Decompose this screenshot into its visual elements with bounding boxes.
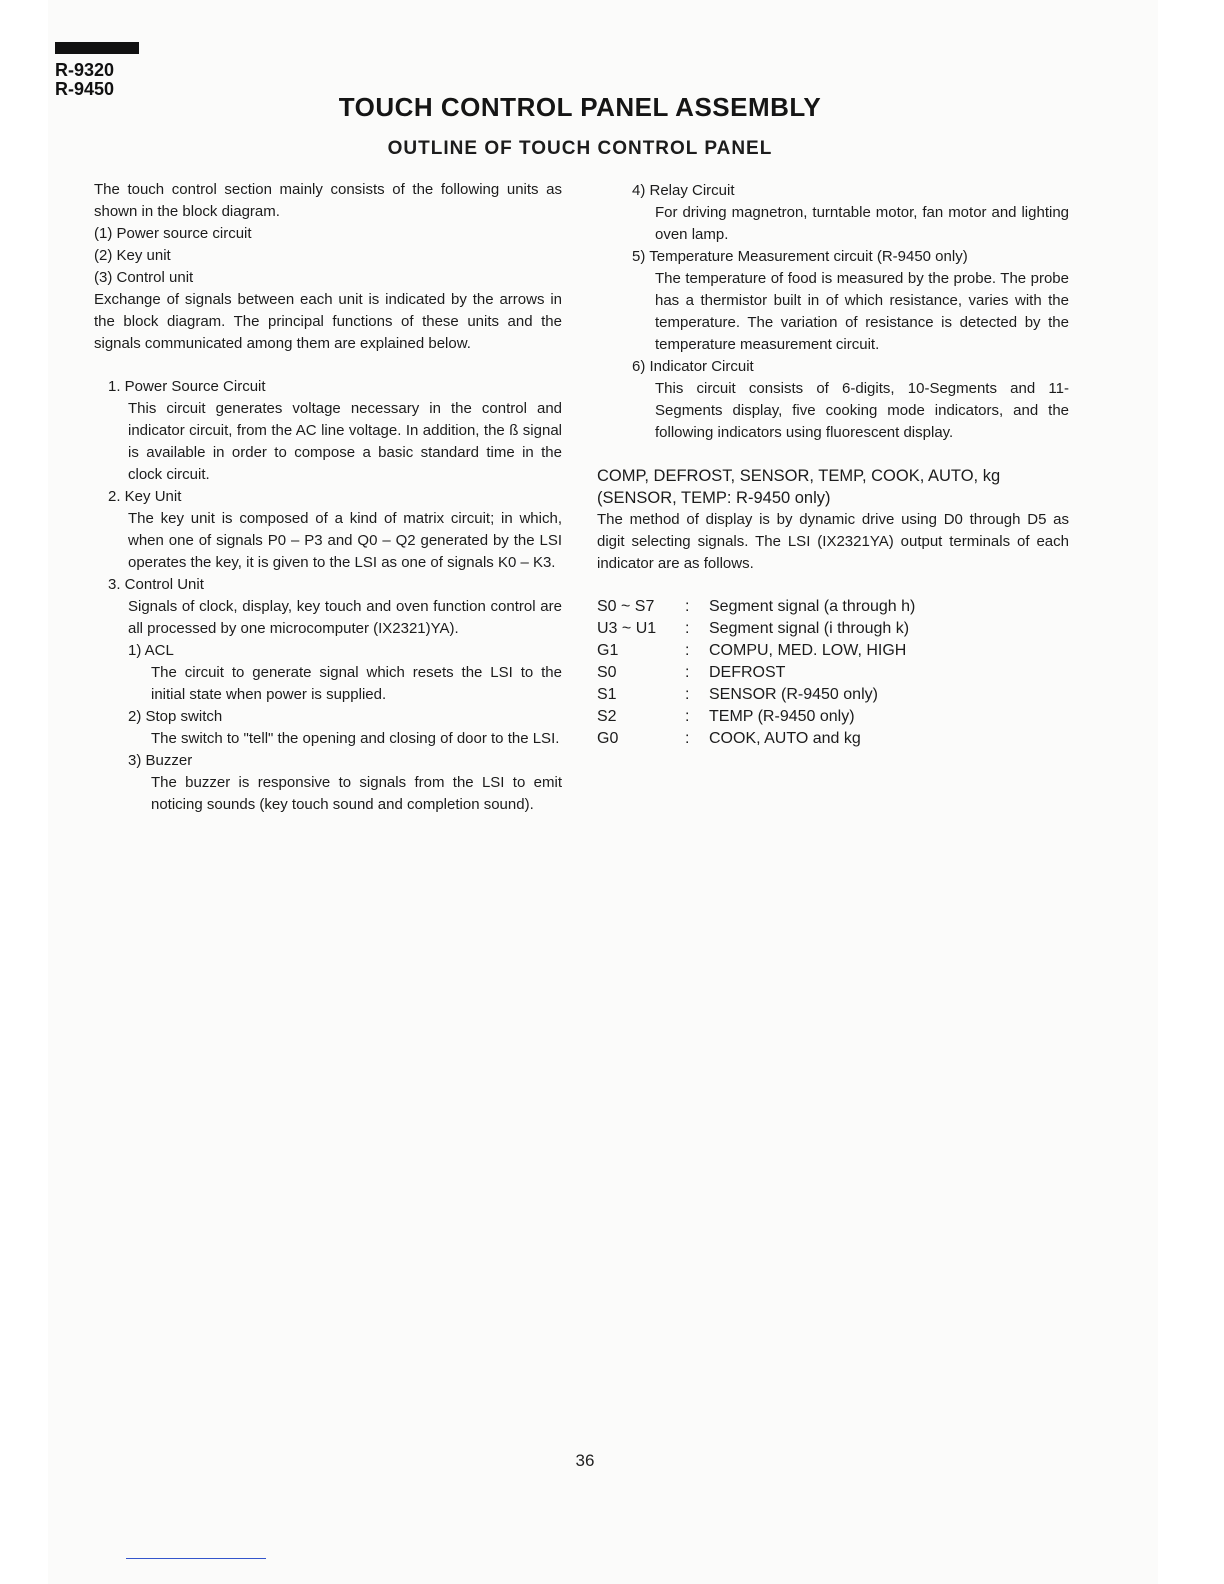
temp-measure-title: 5) Temperature Measurement circuit (R-9450 only) bbox=[632, 248, 968, 265]
table-row bbox=[597, 640, 915, 662]
relay-body: For driving magnetron, turntable motor, fan motor and lighting oven lamp. bbox=[655, 204, 1069, 243]
left-column bbox=[94, 179, 562, 816]
page-title: TOUCH CONTROL PANEL ASSEMBLY bbox=[338, 92, 822, 122]
signal-term: G1 bbox=[597, 642, 619, 659]
indicator-list: COMP, DEFROST, SENSOR, TEMP, COOK, AUTO, kg bbox=[597, 467, 1001, 485]
table-row bbox=[597, 596, 915, 618]
signal-term: S0 bbox=[597, 664, 617, 681]
section-3-body: Signals of clock, display, key touch and oven function control are all processed by one microcomputer (IX2321)YA). bbox=[128, 598, 562, 637]
table-row bbox=[597, 662, 915, 684]
display-method-paragraph: The method of display is by dynamic drive using D0 through D5 as digit selecting signals. The LSI (IX2321YA) output terminals of each indicator are as follows. bbox=[597, 511, 1069, 572]
signal-description: Segment signal (i through k) bbox=[709, 620, 910, 637]
page-subtitle: OUTLINE OF TOUCH CONTROL PANEL bbox=[387, 138, 773, 159]
relay-title: 4) Relay Circuit bbox=[632, 182, 735, 199]
model-number-2: R-9450 bbox=[55, 79, 115, 99]
signal-separator: : bbox=[685, 642, 690, 659]
signal-term: G0 bbox=[597, 730, 619, 747]
signal-separator: : bbox=[685, 664, 690, 681]
signal-description: COMPU, MED. LOW, HIGH bbox=[709, 642, 907, 659]
right-column bbox=[597, 180, 1069, 750]
exchange-paragraph: Exchange of signals between each unit is indicated by the arrows in the block diagram. The principal functions of these units and the signals communicated among them are explained below. bbox=[94, 291, 562, 352]
page-number: 36 bbox=[575, 1451, 595, 1470]
signal-table bbox=[597, 596, 915, 750]
signal-separator: : bbox=[685, 730, 690, 747]
signal-description: SENSOR (R-9450 only) bbox=[709, 686, 878, 703]
section-1-title: 1. Power Source Circuit bbox=[108, 378, 266, 395]
indicator-body: This circuit consists of 6-digits, 10-Segments and 11-Segments display, five cooking mode indicators, and the following indicators using fluorescent display. bbox=[655, 380, 1069, 441]
section-1-body: This circuit generates voltage necessary in the control and indicator circuit, from the AC line voltage. In addition, the ß signal is available in order to compose a basic standard time in the clock circuit. bbox=[128, 400, 562, 483]
signal-separator: : bbox=[685, 686, 690, 703]
header-bar bbox=[55, 42, 139, 54]
signal-description: TEMP (R-9450 only) bbox=[709, 708, 855, 725]
signal-separator: : bbox=[685, 708, 690, 725]
table-row bbox=[597, 684, 915, 706]
stop-switch-body: The switch to "tell" the opening and closing of door to the LSI. bbox=[151, 730, 560, 747]
signal-separator: : bbox=[685, 598, 690, 615]
stop-switch-title: 2) Stop switch bbox=[128, 708, 223, 725]
unit-item-2: (2) Key unit bbox=[94, 247, 171, 264]
table-row bbox=[597, 706, 915, 728]
temp-measure-body: The temperature of food is measured by the probe. The probe has a thermistor built in of which resistance, varies with the temperature. The variation of resistance is detected by the temperature measurement circuit. bbox=[655, 270, 1069, 353]
signal-description: COOK, AUTO and kg bbox=[709, 730, 861, 747]
signal-term: S1 bbox=[597, 686, 617, 703]
signal-term: U3 ~ U1 bbox=[597, 620, 657, 637]
acl-body: The circuit to generate signal which resets the LSI to the initial state when power is supplied. bbox=[151, 664, 562, 703]
table-row bbox=[597, 728, 915, 750]
section-2-body: The key unit is composed of a kind of matrix circuit; in which, when one of signals P0 – P3 and Q0 – Q2 generated by the LSI operates the key, it is given to the LSI as one of signals K0 – K3. bbox=[128, 510, 562, 571]
signal-description: Segment signal (a through h) bbox=[709, 598, 916, 615]
signal-description: DEFROST bbox=[709, 664, 786, 681]
section-2-title: 2. Key Unit bbox=[108, 488, 182, 505]
unit-item-1: (1) Power source circuit bbox=[94, 225, 252, 242]
acl-title: 1) ACL bbox=[128, 642, 174, 659]
buzzer-title: 3) Buzzer bbox=[128, 752, 193, 769]
signal-separator: : bbox=[685, 620, 690, 637]
indicator-title: 6) Indicator Circuit bbox=[632, 358, 754, 375]
buzzer-body: The buzzer is responsive to signals from the LSI to emit noticing sounds (key touch sound and completion sound). bbox=[151, 774, 562, 813]
signal-term: S2 bbox=[597, 708, 617, 725]
footer-rule bbox=[126, 1558, 266, 1559]
unit-item-3: (3) Control unit bbox=[94, 269, 194, 286]
model-number-1: R-9320 bbox=[55, 60, 115, 80]
section-3-title: 3. Control Unit bbox=[108, 576, 204, 593]
table-row bbox=[597, 618, 915, 640]
indicator-note: (SENSOR, TEMP: R-9450 only) bbox=[597, 489, 831, 507]
signal-term: S0 ~ S7 bbox=[597, 598, 655, 615]
intro-paragraph: The touch control section mainly consists of the following units as shown in the block diagram. bbox=[94, 181, 562, 220]
